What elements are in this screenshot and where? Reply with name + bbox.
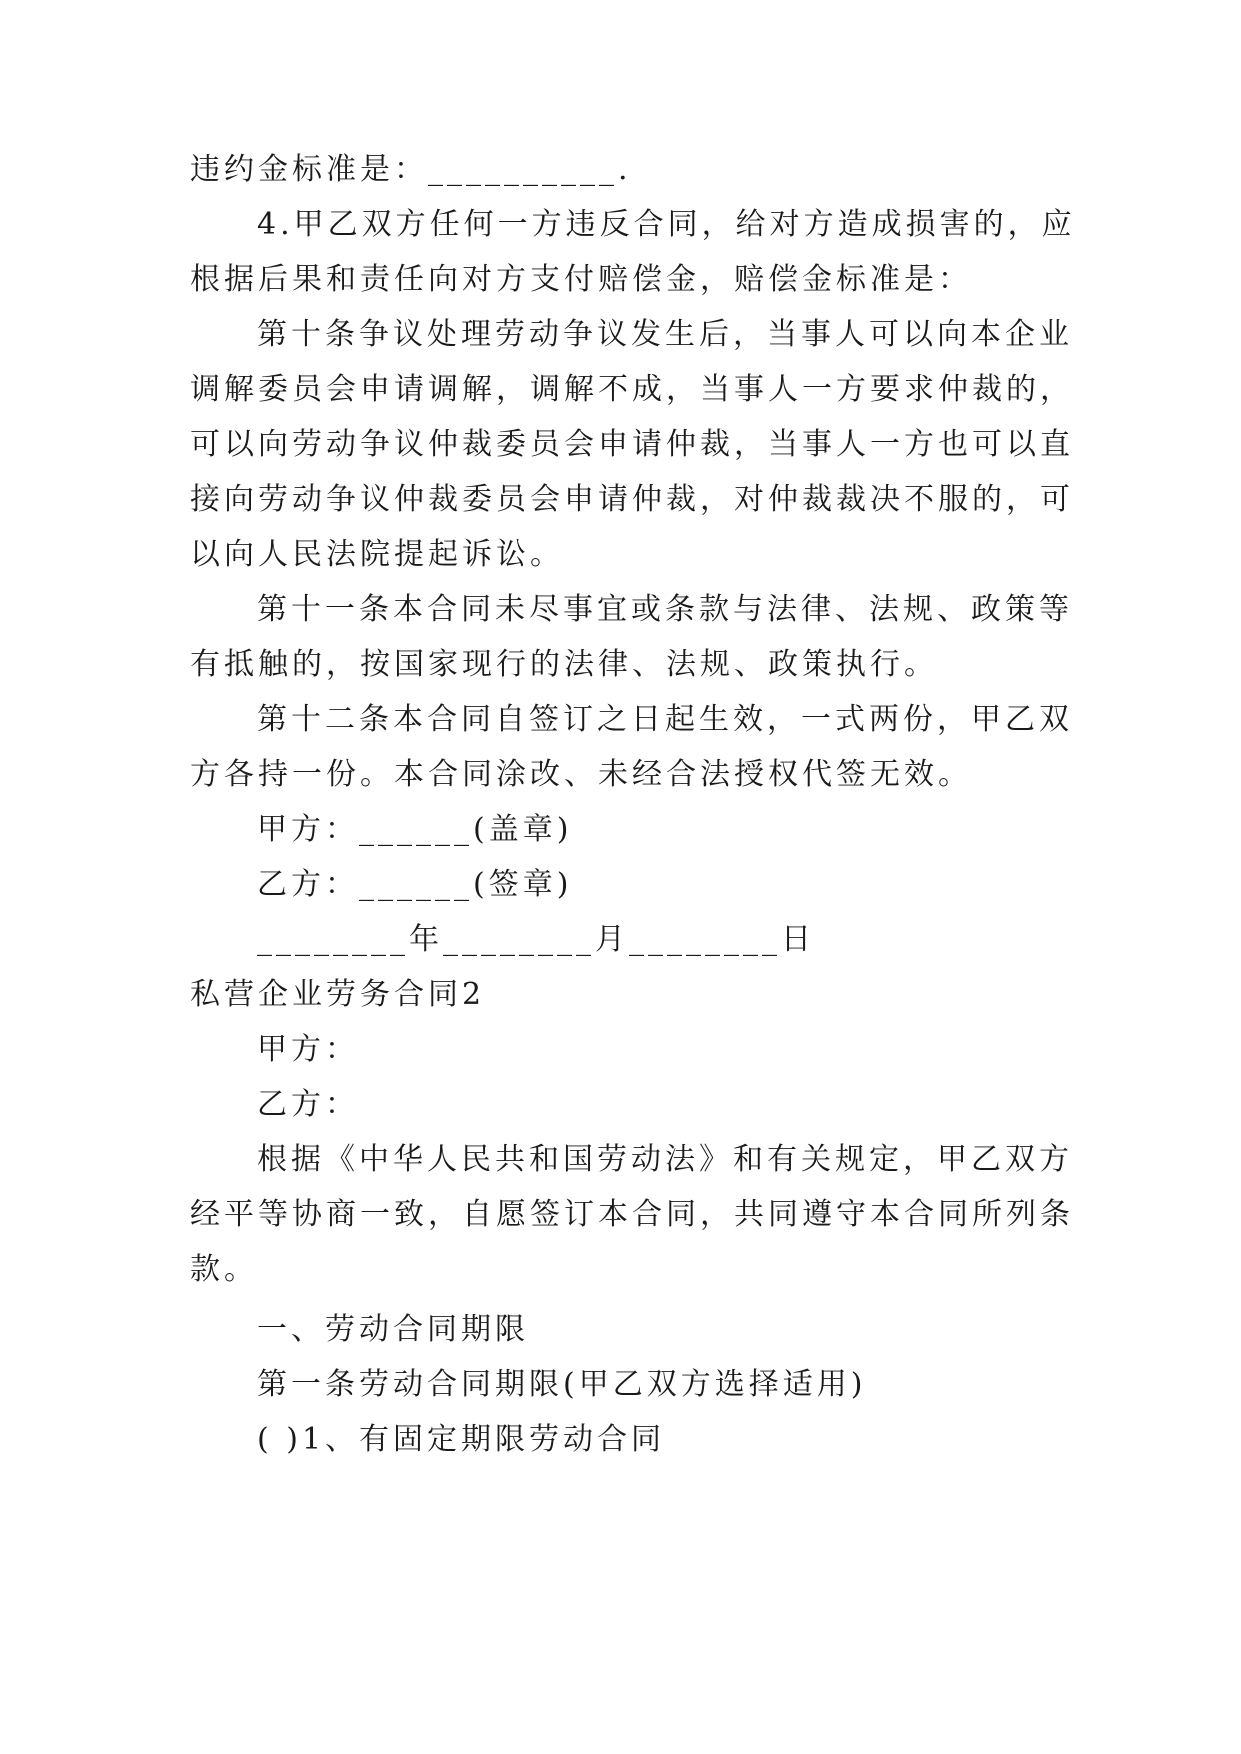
penalty-standard-line: 违约金标准是：__________. <box>190 152 632 187</box>
clause-4-line-1: 4.甲乙双方任何一方违反合同，给对方造成损害的，应 <box>257 207 1076 242</box>
party-a-signature-line: 甲方：______(盖章) <box>257 812 573 847</box>
article-1-heading: 第一条劳动合同期限(甲乙双方选择适用) <box>257 1367 867 1402</box>
article-10-line-1: 第十条争议处理劳动争议发生后，当事人可以向本企业 <box>257 317 1073 352</box>
clause-4-line-2: 根据后果和责任向对方支付赔偿金，赔偿金标准是： <box>190 262 972 297</box>
option-1-line: ( )1、有固定期限劳动合同 <box>257 1422 666 1457</box>
party-b-line: 乙方： <box>257 1087 359 1122</box>
party-b-signature-line: 乙方：______(签章) <box>257 867 573 902</box>
article-12-line-2: 方各持一份。本合同涂改、未经合法授权代签无效。 <box>190 757 972 792</box>
preamble-line-2: 经平等协商一致，自愿签订本合同，共同遵守本合同所列条 <box>190 1197 1074 1232</box>
section-1-heading: 一、劳动合同期限 <box>257 1312 529 1347</box>
party-a-line: 甲方： <box>257 1032 359 1067</box>
preamble-line-1: 根据《中华人民共和国劳动法》和有关规定，甲乙双方 <box>257 1142 1073 1177</box>
article-11-line-2: 有抵触的，按国家现行的法律、法规、政策执行。 <box>190 647 938 682</box>
preamble-line-3: 款。 <box>190 1252 258 1287</box>
article-10-line-3: 可以向劳动争议仲裁委员会申请仲裁，当事人一方也可以直 <box>190 427 1074 462</box>
article-10-line-2: 调解委员会申请调解，调解不成，当事人一方要求仲裁的， <box>190 372 1074 407</box>
article-10-line-5: 以向人民法院提起诉讼。 <box>190 537 564 572</box>
date-line: ________年________月________日 <box>257 922 815 957</box>
article-12-line-1: 第十二条本合同自签订之日起生效，一式两份，甲乙双 <box>257 702 1073 737</box>
article-10-line-4: 接向劳动争议仲裁委员会申请仲裁，对仲裁裁决不服的，可 <box>190 482 1074 517</box>
article-11-line-1: 第十一条本合同未尽事宜或条款与法律、法规、政策等 <box>257 592 1073 627</box>
contract-2-title: 私营企业劳务合同2 <box>190 977 486 1012</box>
